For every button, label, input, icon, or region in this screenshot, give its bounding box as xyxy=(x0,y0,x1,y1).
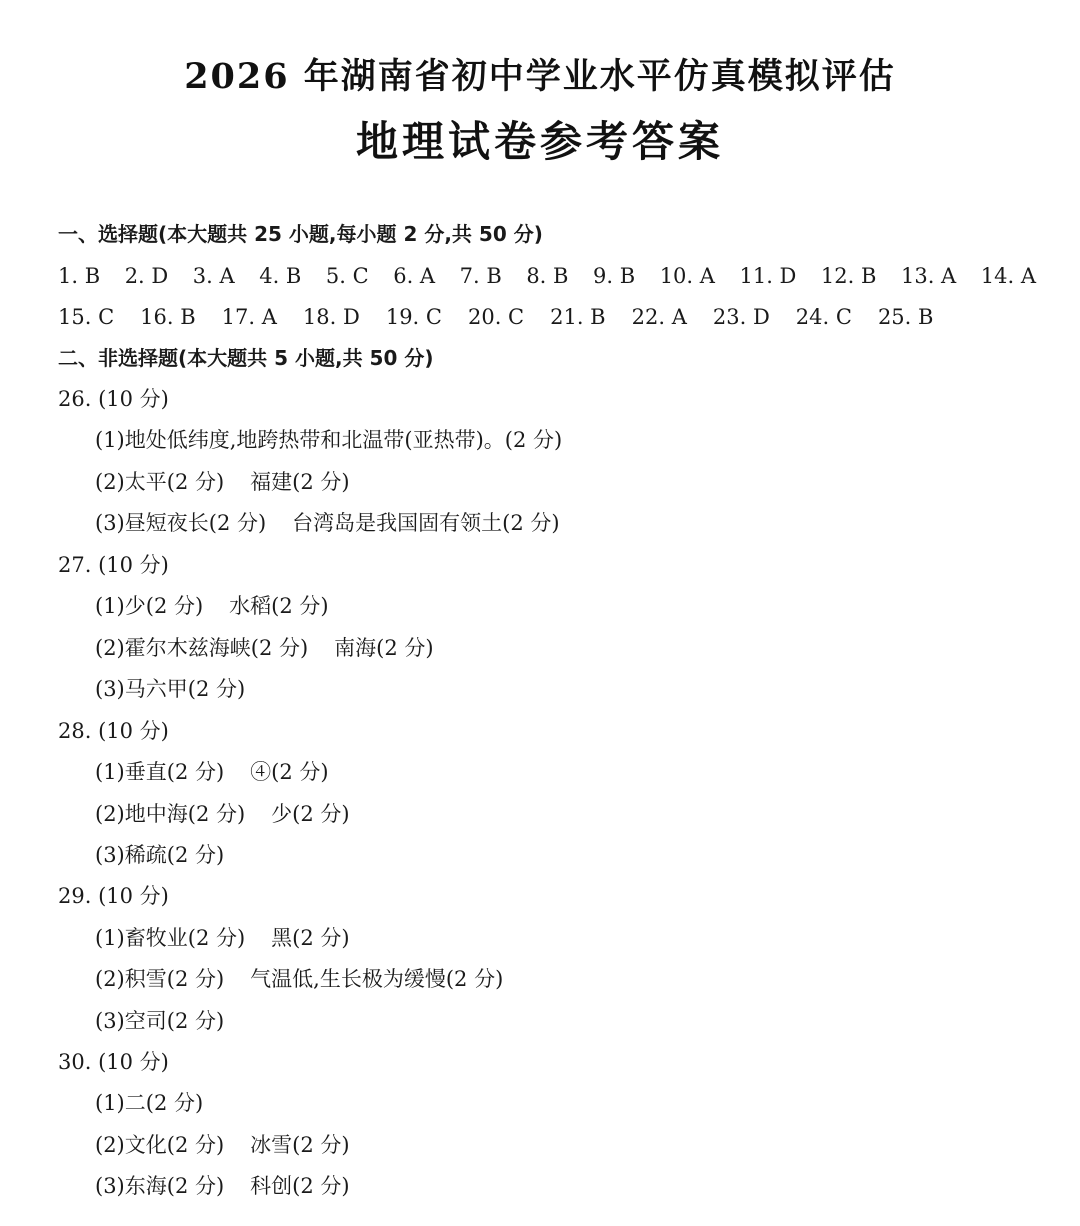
question-header: 30. (10 分) xyxy=(58,1050,169,1074)
answer-text: (2)文化(2 分) xyxy=(95,1133,225,1157)
answer-line xyxy=(95,1127,350,1163)
answer-text: 气温低,生长极为缓慢(2 分) xyxy=(250,967,504,991)
answer-text: (3)马六甲(2 分) xyxy=(95,677,246,701)
answer-text: ④(2 分) xyxy=(250,760,329,784)
mc-answer: 20. C xyxy=(467,305,525,329)
mc-answers-row-2 xyxy=(58,299,1036,335)
answer-text: 冰雪(2 分) xyxy=(250,1133,350,1157)
section-non-choice-heading: 二、非选择题(本大题共 5 小题,共 50 分) xyxy=(58,346,434,370)
mc-answer: 22. A xyxy=(631,305,687,329)
mc-answer: 8. B xyxy=(526,264,569,288)
mc-answer: 5. C xyxy=(325,264,369,288)
answer-line xyxy=(95,671,245,707)
answer-text: 黑(2 分) xyxy=(271,926,350,950)
answer-text: 科创(2 分) xyxy=(250,1174,350,1198)
exam-title: 2026 年湖南省初中学业水平仿真模拟评估 xyxy=(184,56,896,97)
answer-text: (1)地处低纬度,地跨热带和北温带(亚热带)。(2 分) xyxy=(95,428,563,452)
answer-text: 台湾岛是我国固有领土(2 分) xyxy=(292,511,560,535)
answer-line xyxy=(95,630,434,666)
section-multiple-choice-heading: 一、选择题(本大题共 25 小题,每小题 2 分,共 50 分) xyxy=(58,222,543,246)
answer-text: (2)太平(2 分) xyxy=(95,470,225,494)
answer-text: 南海(2 分) xyxy=(334,636,434,660)
answer-text: (3)空司(2 分) xyxy=(95,1009,225,1033)
mc-answer: 24. C xyxy=(795,305,852,329)
mc-answer: 2. D xyxy=(124,264,169,288)
mc-answer: 12. B xyxy=(820,264,877,288)
answer-text: 水稻(2 分) xyxy=(229,594,329,618)
mc-answer: 14. A xyxy=(980,264,1036,288)
mc-answer: 1. B xyxy=(58,264,101,288)
answer-line xyxy=(95,422,562,458)
mc-answer: 17. A xyxy=(221,305,277,329)
answer-line xyxy=(95,920,350,956)
mc-answer: 7. B xyxy=(459,264,502,288)
mc-answer: 25. B xyxy=(877,305,934,329)
answer-text: (1)畜牧业(2 分) xyxy=(95,926,246,950)
answer-line xyxy=(95,588,329,624)
answer-line xyxy=(95,837,224,873)
answer-line xyxy=(95,505,560,541)
answer-text: (2)地中海(2 分) xyxy=(95,802,246,826)
mc-answers-row-1 xyxy=(58,258,1036,294)
mc-answer: 4. B xyxy=(259,264,302,288)
mc-answer: 9. B xyxy=(593,264,636,288)
answer-text: (1)二(2 分) xyxy=(95,1091,204,1115)
answer-line xyxy=(95,796,350,832)
answer-text: (1)垂直(2 分) xyxy=(95,760,225,784)
answer-text: (2)积雪(2 分) xyxy=(95,967,225,991)
document-title: 地理试卷参考答案 xyxy=(355,117,724,166)
answer-text: 少(2 分) xyxy=(271,802,350,826)
question-header: 29. (10 分) xyxy=(58,884,169,908)
answer-line xyxy=(95,961,503,997)
answer-text: (3)昼短夜长(2 分) xyxy=(95,511,267,535)
answer-text: (3)东海(2 分) xyxy=(95,1174,225,1198)
answer-text: (2)霍尔木兹海峡(2 分) xyxy=(95,636,309,660)
mc-answer: 3. A xyxy=(192,264,235,288)
mc-answer: 13. A xyxy=(900,264,957,288)
answer-text: (3)稀疏(2 分) xyxy=(95,843,225,867)
mc-answer: 10. A xyxy=(659,264,715,288)
mc-answer: 21. B xyxy=(550,305,606,329)
answer-line xyxy=(95,464,350,500)
question-header: 28. (10 分) xyxy=(58,719,169,743)
mc-answer: 11. D xyxy=(739,264,797,288)
answer-line xyxy=(95,1003,224,1039)
answer-text: (1)少(2 分) xyxy=(95,594,204,618)
answer-line xyxy=(95,1168,350,1204)
answer-text: 福建(2 分) xyxy=(250,470,350,494)
question-header: 26. (10 分) xyxy=(58,387,169,411)
question-header: 27. (10 分) xyxy=(58,553,169,577)
mc-answer: 15. C xyxy=(58,305,115,329)
mc-answer: 18. D xyxy=(302,305,360,329)
answer-line xyxy=(95,1085,203,1121)
mc-answer: 19. C xyxy=(385,305,442,329)
mc-answer: 23. D xyxy=(712,305,770,329)
mc-answer: 6. A xyxy=(393,264,436,288)
answer-line xyxy=(95,754,329,790)
mc-answer: 16. B xyxy=(140,305,196,329)
